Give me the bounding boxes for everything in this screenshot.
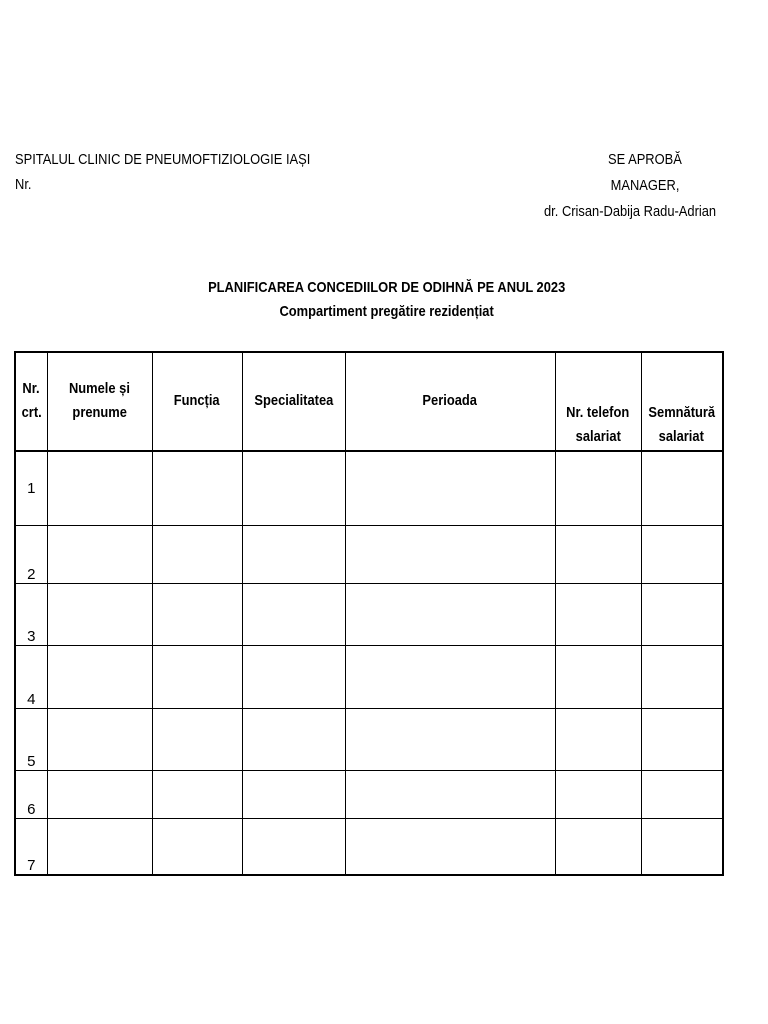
signature-cell[interactable] bbox=[641, 645, 723, 708]
table-row bbox=[15, 770, 723, 818]
specialty-cell[interactable] bbox=[242, 645, 345, 708]
name-cell[interactable] bbox=[47, 818, 152, 875]
specialty-cell[interactable] bbox=[242, 451, 345, 525]
period-cell[interactable] bbox=[345, 451, 555, 525]
function-cell[interactable] bbox=[152, 525, 242, 583]
approval-block bbox=[516, 147, 716, 225]
specialty-cell[interactable] bbox=[242, 708, 345, 770]
phone-cell[interactable] bbox=[555, 525, 641, 583]
signature-cell[interactable] bbox=[641, 583, 723, 645]
title-main: PLANIFICAREA CONCEDIILOR DE ODIHNĂ PE ANUL 2023 bbox=[208, 279, 566, 296]
leave-planning-table bbox=[14, 351, 724, 876]
function-cell[interactable] bbox=[152, 645, 242, 708]
period-cell[interactable] bbox=[345, 818, 555, 875]
function-cell[interactable] bbox=[152, 770, 242, 818]
function-cell[interactable] bbox=[152, 583, 242, 645]
name-cell[interactable] bbox=[47, 645, 152, 708]
column-header-period: Perioada bbox=[345, 352, 555, 451]
period-cell[interactable] bbox=[345, 708, 555, 770]
row-number: 4 bbox=[15, 645, 47, 708]
row-number: 3 bbox=[15, 583, 47, 645]
title-sub: Compartiment pregătire rezidențiat bbox=[279, 303, 495, 320]
phone-cell[interactable] bbox=[555, 645, 641, 708]
name-cell[interactable] bbox=[47, 708, 152, 770]
table-row bbox=[15, 583, 723, 645]
specialty-cell[interactable] bbox=[242, 583, 345, 645]
approval-label: SE APROBĂ bbox=[608, 151, 682, 168]
name-cell[interactable] bbox=[47, 525, 152, 583]
table-header-row bbox=[15, 352, 723, 451]
function-cell[interactable] bbox=[152, 708, 242, 770]
name-cell[interactable] bbox=[47, 583, 152, 645]
manager-name: dr. Crisan-Dabija Radu-Adrian bbox=[543, 203, 716, 220]
specialty-cell[interactable] bbox=[242, 818, 345, 875]
manager-title: MANAGER, bbox=[610, 177, 680, 194]
phone-cell[interactable] bbox=[555, 583, 641, 645]
signature-cell[interactable] bbox=[641, 770, 723, 818]
period-cell[interactable] bbox=[345, 645, 555, 708]
column-header-nr-crt: Nr. crt. bbox=[15, 352, 47, 451]
row-number: 7 bbox=[15, 818, 47, 875]
table-row bbox=[15, 645, 723, 708]
table-row bbox=[15, 818, 723, 875]
document-title bbox=[0, 276, 768, 324]
table-row bbox=[15, 451, 723, 525]
row-number: 1 bbox=[15, 451, 47, 525]
specialty-cell[interactable] bbox=[242, 525, 345, 583]
signature-cell[interactable] bbox=[641, 451, 723, 525]
table-row bbox=[15, 708, 723, 770]
column-header-specialty: Specialitatea bbox=[242, 352, 345, 451]
phone-cell[interactable] bbox=[555, 451, 641, 525]
period-cell[interactable] bbox=[345, 770, 555, 818]
function-cell[interactable] bbox=[152, 451, 242, 525]
period-cell[interactable] bbox=[345, 583, 555, 645]
specialty-cell[interactable] bbox=[242, 770, 345, 818]
phone-cell[interactable] bbox=[555, 770, 641, 818]
name-cell[interactable] bbox=[47, 451, 152, 525]
row-number: 5 bbox=[15, 708, 47, 770]
column-header-name: Numele și prenume bbox=[47, 352, 152, 451]
document-number-label: Nr. bbox=[15, 176, 32, 193]
column-header-function: Funcția bbox=[152, 352, 242, 451]
phone-cell[interactable] bbox=[555, 708, 641, 770]
row-number: 6 bbox=[15, 770, 47, 818]
signature-cell[interactable] bbox=[641, 708, 723, 770]
row-number: 2 bbox=[15, 525, 47, 583]
phone-cell[interactable] bbox=[555, 818, 641, 875]
signature-cell[interactable] bbox=[641, 818, 723, 875]
signature-cell[interactable] bbox=[641, 525, 723, 583]
function-cell[interactable] bbox=[152, 818, 242, 875]
name-cell[interactable] bbox=[47, 770, 152, 818]
table-row bbox=[15, 525, 723, 583]
period-cell[interactable] bbox=[345, 525, 555, 583]
institution-name: SPITALUL CLINIC DE PNEUMOFTIZIOLOGIE IAȘI bbox=[15, 151, 311, 168]
column-header-signature: Semnătură salariat bbox=[641, 352, 723, 451]
header-left bbox=[15, 147, 358, 197]
column-header-phone: Nr. telefon salariat bbox=[555, 352, 641, 451]
